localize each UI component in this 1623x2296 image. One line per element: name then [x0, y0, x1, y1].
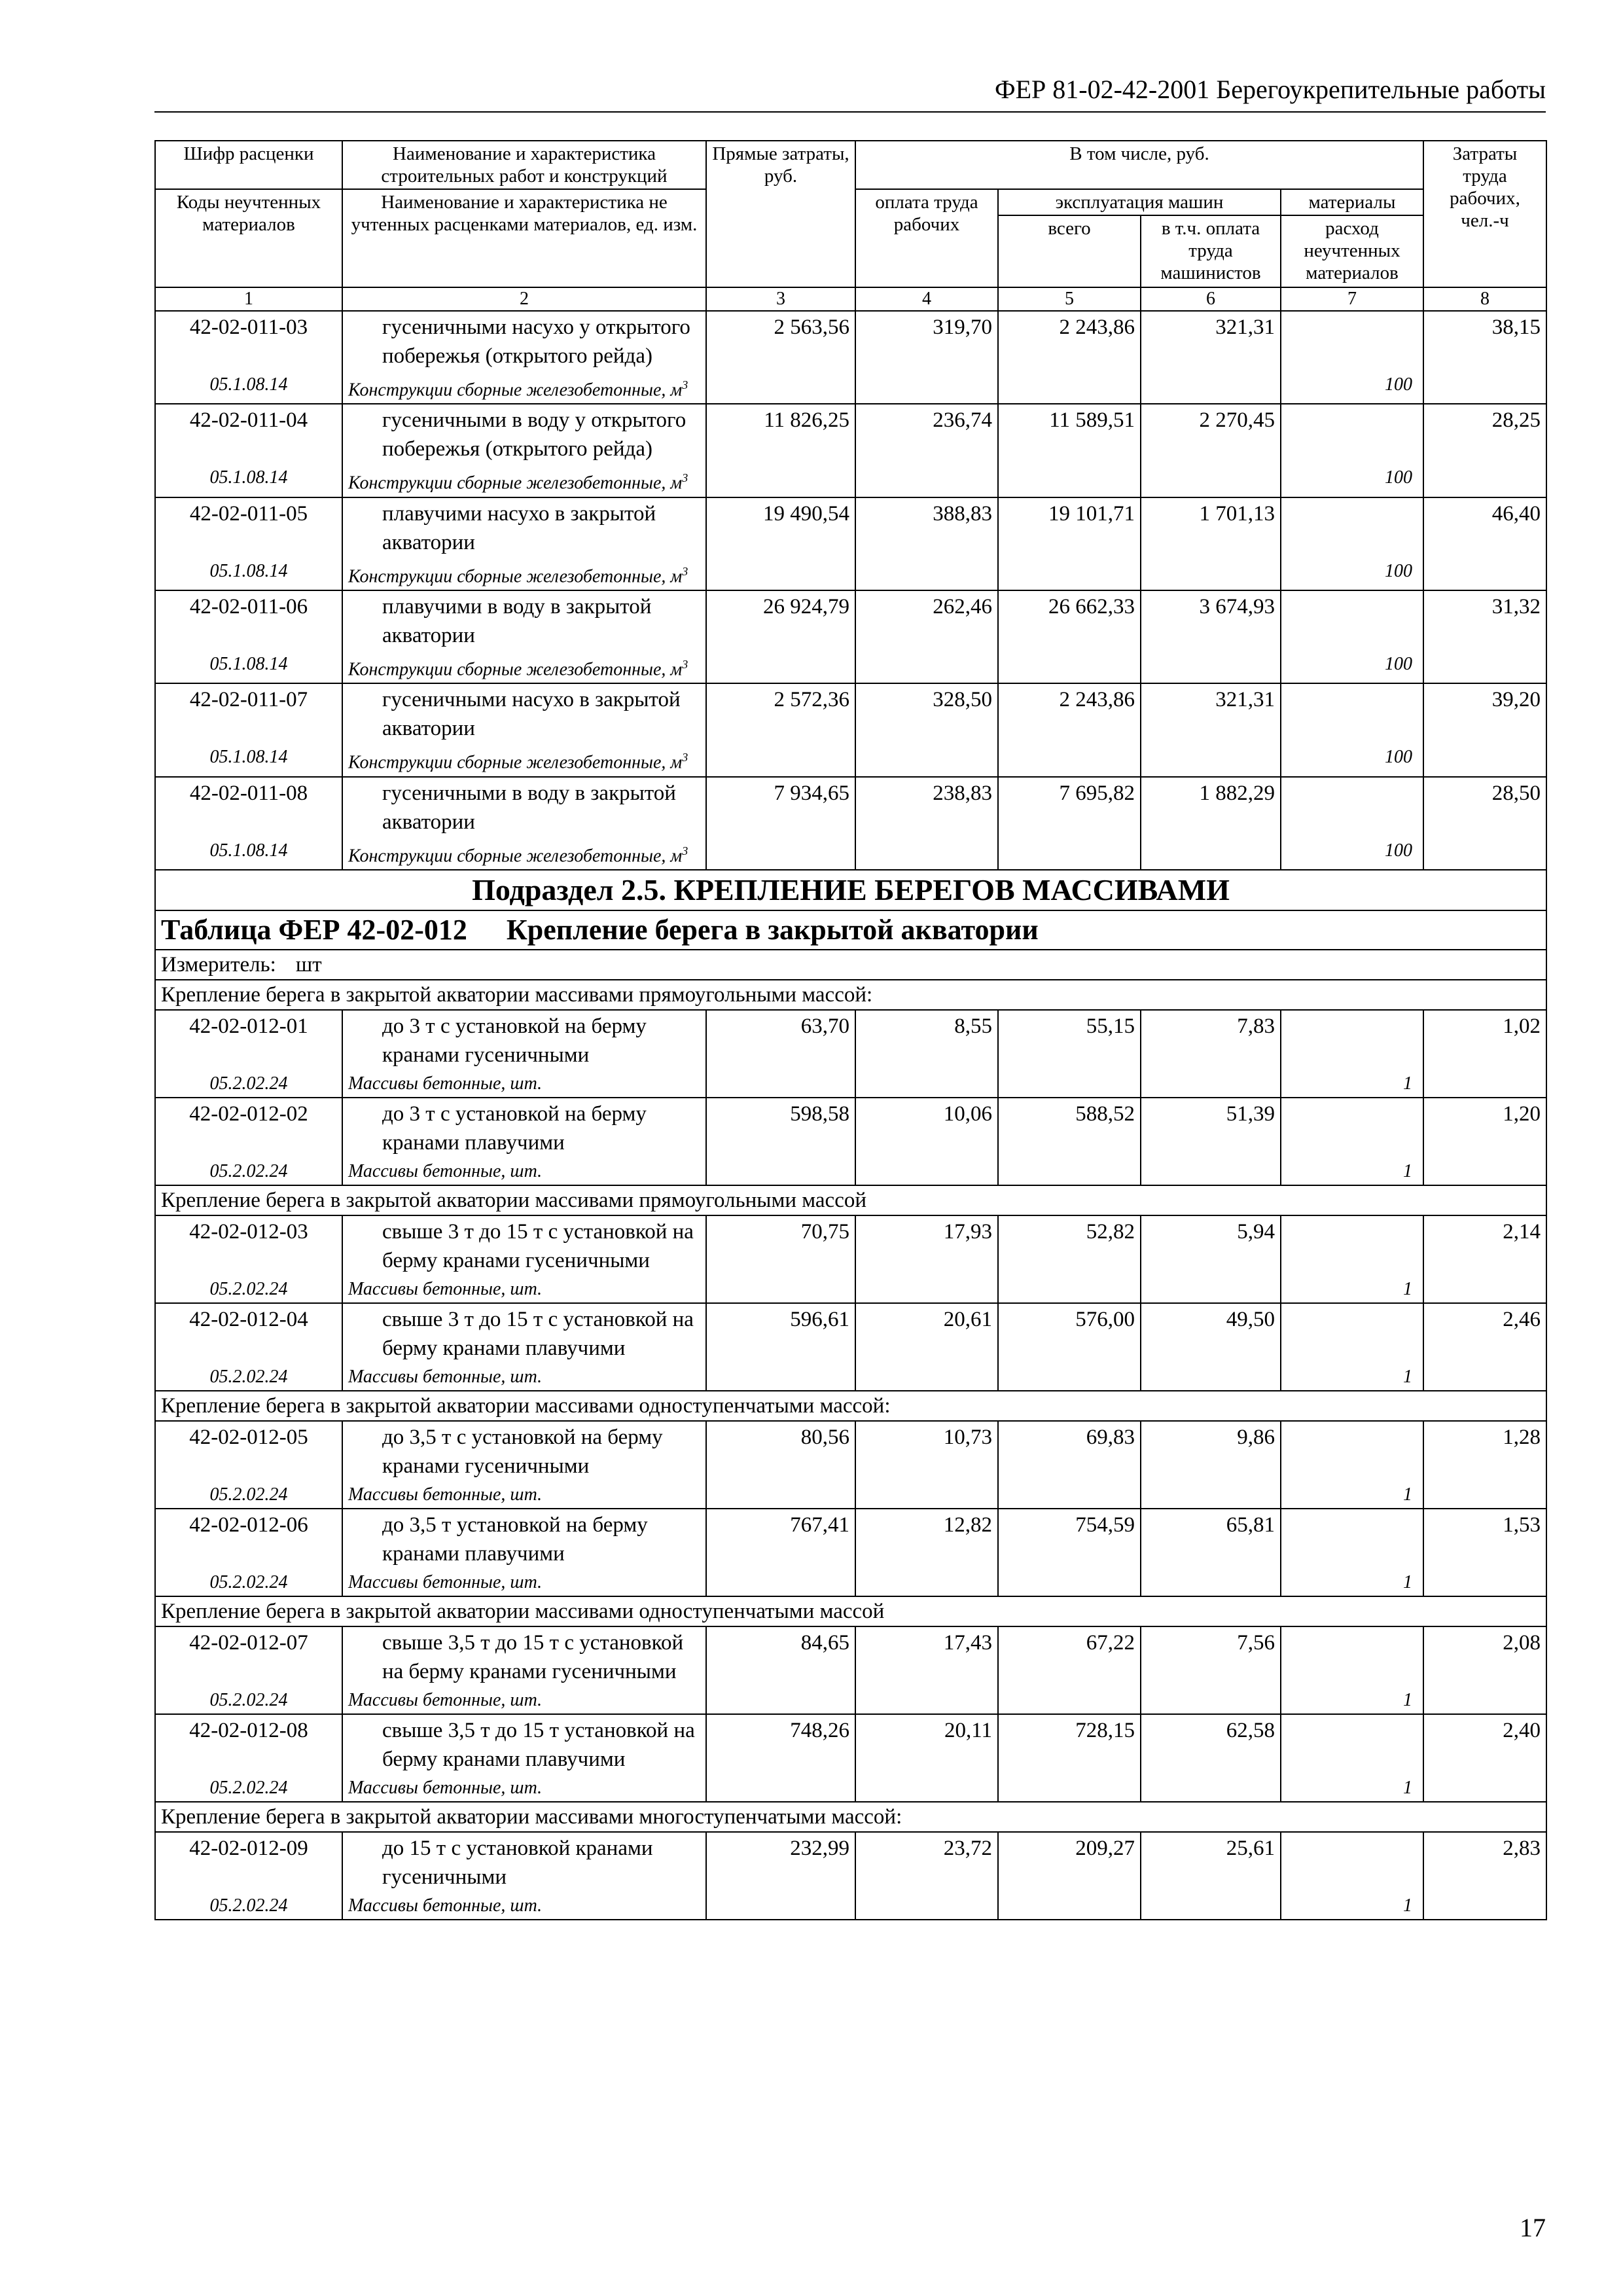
operators-pay: 49,50: [1141, 1303, 1281, 1391]
col-num: 2: [342, 287, 706, 311]
material-qty: 1: [1281, 1071, 1423, 1098]
col-machines-header: эксплуатация машин: [998, 189, 1281, 215]
measure-unit: шт: [295, 952, 322, 977]
material-qty: 100: [1281, 558, 1423, 590]
rate-row: [155, 1509, 1546, 1570]
subsection-title: [155, 870, 1546, 910]
labor-pay: 328,50: [855, 683, 998, 776]
rate-name: гусеничными в воду у открытого побережья (открытого рейда): [342, 404, 706, 465]
machines-total: 209,27: [998, 1832, 1141, 1920]
unit-superscript: 3: [682, 657, 688, 671]
running-header: ФЕР 81-02-42-2001 Берегоукрепительные работы: [154, 73, 1546, 113]
labor-pay: 319,70: [855, 311, 998, 404]
material-name: [342, 1364, 706, 1391]
material-qty: 1: [1281, 1276, 1423, 1303]
col-name-header: Наименование и характеристика строительных работ и конструкций: [342, 141, 706, 189]
labor-pay: 12,82: [855, 1509, 998, 1596]
direct-cost: 7 934,65: [706, 777, 855, 870]
labor-pay: 17,93: [855, 1215, 998, 1303]
rate-name: свыше 3 т до 15 т с установкой на берму кранами плавучими: [342, 1303, 706, 1364]
materials-cell: [1281, 1714, 1423, 1775]
rate-row: [155, 1303, 1546, 1364]
col-name-unaccounted-header: Наименование и характеристика не учтенных расценками материалов, ед. изм.: [342, 189, 706, 287]
operators-pay: 62,58: [1141, 1714, 1281, 1802]
material-name: [342, 1570, 706, 1596]
rate-name: гусеничными в воду в закрытой акватории: [342, 777, 706, 838]
labor-hours: 2,46: [1423, 1303, 1546, 1391]
material-qty: 1: [1281, 1893, 1423, 1920]
material-name-text: Конструкции сборные железобетонные, м: [348, 473, 683, 493]
rate-code: 42-02-011-03: [155, 311, 342, 372]
rate-code: 42-02-012-09: [155, 1832, 342, 1893]
labor-hours: 1,28: [1423, 1421, 1546, 1509]
section-title: Крепление берега в закрытой акватории массивами прямоугольными массой: [161, 1188, 867, 1212]
labor-hours: 2,14: [1423, 1215, 1546, 1303]
labor-pay: 388,83: [855, 497, 998, 590]
labor-hours: 31,32: [1423, 590, 1546, 683]
material-name: [342, 372, 706, 404]
rate-code: 42-02-012-06: [155, 1509, 342, 1570]
rate-code: 42-02-012-04: [155, 1303, 342, 1364]
unit-superscript: 3: [682, 378, 688, 391]
rate-row: [155, 404, 1546, 465]
col-labor-pay-header: оплата труда рабочих: [855, 189, 998, 287]
rate-name: до 15 т с установкой кранами гусеничными: [342, 1832, 706, 1893]
rate-code: 42-02-011-04: [155, 404, 342, 465]
material-name: [342, 1687, 706, 1714]
material-name: [342, 651, 706, 683]
rate-name: свыше 3,5 т до 15 т установкой на берму кранами плавучими: [342, 1714, 706, 1775]
labor-hours: 2,40: [1423, 1714, 1546, 1802]
rate-name: до 3,5 т установкой на берму кранами плавучими: [342, 1509, 706, 1570]
material-qty: 100: [1281, 744, 1423, 776]
material-qty: 100: [1281, 838, 1423, 870]
material-qty: 1: [1281, 1158, 1423, 1185]
machines-total: 754,59: [998, 1509, 1141, 1596]
rate-name: до 3,5 т с установкой на берму кранами гусеничными: [342, 1421, 706, 1482]
operators-pay: 3 674,93: [1141, 590, 1281, 683]
section-heading: [155, 1185, 1546, 1215]
machines-total: 19 101,71: [998, 497, 1141, 590]
material-code: 05.1.08.14: [155, 838, 342, 870]
operators-pay: 9,86: [1141, 1421, 1281, 1509]
material-name-text: Массивы бетонные, шт.: [348, 1278, 543, 1299]
material-name: [342, 1158, 706, 1185]
material-name-text: Массивы бетонные, шт.: [348, 1571, 543, 1592]
material-qty: 100: [1281, 465, 1423, 497]
operators-pay: 7,83: [1141, 1010, 1281, 1098]
section-title: Крепление берега в закрытой акватории массивами многоступенчатыми массой:: [161, 1804, 902, 1829]
labor-pay: 262,46: [855, 590, 998, 683]
materials-cell: [1281, 590, 1423, 651]
rate-row: [155, 311, 1546, 372]
material-name: [342, 838, 706, 870]
section-heading-cell: [155, 1391, 1546, 1421]
materials-cell: [1281, 777, 1423, 838]
material-code: 05.2.02.24: [155, 1775, 342, 1802]
table-name: Крепление берега в закрытой акватории: [506, 913, 1039, 946]
labor-hours: 28,25: [1423, 404, 1546, 497]
rate-row: [155, 1010, 1546, 1071]
materials-cell: [1281, 311, 1423, 372]
material-code: 05.2.02.24: [155, 1482, 342, 1509]
measure-row: [155, 950, 1546, 980]
unit-superscript: 3: [682, 564, 688, 578]
rate-name: свыше 3 т до 15 т с установкой на берму кранами гусеничными: [342, 1215, 706, 1276]
direct-cost: 63,70: [706, 1010, 855, 1098]
labor-pay: 20,61: [855, 1303, 998, 1391]
material-code: 05.1.08.14: [155, 558, 342, 590]
material-name-text: Массивы бетонные, шт.: [348, 1895, 543, 1916]
machines-total: 588,52: [998, 1098, 1141, 1185]
rate-code: 42-02-011-08: [155, 777, 342, 838]
labor-pay: 10,73: [855, 1421, 998, 1509]
material-code: 05.2.02.24: [155, 1071, 342, 1098]
direct-cost: 2 572,36: [706, 683, 855, 776]
material-name-text: Конструкции сборные железобетонные, м: [348, 752, 683, 773]
measure-label: Измеритель:: [161, 952, 276, 977]
rate-code: 42-02-011-06: [155, 590, 342, 651]
material-name: [342, 558, 706, 590]
material-qty: 100: [1281, 651, 1423, 683]
material-qty: 1: [1281, 1687, 1423, 1714]
direct-cost: 748,26: [706, 1714, 855, 1802]
rate-row: [155, 1832, 1546, 1893]
subsection-title-text: Подраздел 2.5. КРЕПЛЕНИЕ БЕРЕГОВ МАССИВАМИ: [472, 872, 1230, 906]
operators-pay: 1 882,29: [1141, 777, 1281, 870]
labor-hours: 28,50: [1423, 777, 1546, 870]
rate-row: [155, 1215, 1546, 1276]
section-heading-cell: [155, 1185, 1546, 1215]
machines-total: 2 243,86: [998, 683, 1141, 776]
operators-pay: 65,81: [1141, 1509, 1281, 1596]
material-code: 05.2.02.24: [155, 1687, 342, 1714]
col-total-header: всего: [998, 215, 1141, 287]
direct-cost: 11 826,25: [706, 404, 855, 497]
col-cipher-header: Шифр расценки: [155, 141, 342, 189]
rate-row: [155, 590, 1546, 651]
material-qty: 1: [1281, 1482, 1423, 1509]
operators-pay: 321,31: [1141, 311, 1281, 404]
section-title: Крепление берега в закрытой акватории массивами одноступенчатыми массой:: [161, 1393, 891, 1418]
materials-cell: [1281, 1303, 1423, 1364]
section-heading-cell: [155, 1596, 1546, 1626]
labor-pay: 236,74: [855, 404, 998, 497]
machines-total: 55,15: [998, 1010, 1141, 1098]
labor-pay: 238,83: [855, 777, 998, 870]
machines-total: 52,82: [998, 1215, 1141, 1303]
col-num: 3: [706, 287, 855, 311]
material-name: [342, 1893, 706, 1920]
material-name-text: Массивы бетонные, шт.: [348, 1073, 543, 1094]
rate-name: плавучими насухо в закрытой акватории: [342, 497, 706, 558]
direct-cost: 70,75: [706, 1215, 855, 1303]
material-name-text: Конструкции сборные железобетонные, м: [348, 380, 683, 401]
direct-cost: 84,65: [706, 1626, 855, 1714]
operators-pay: 1 701,13: [1141, 497, 1281, 590]
materials-cell: [1281, 497, 1423, 558]
col-materials-header: материалы: [1281, 189, 1423, 215]
material-code: 05.1.08.14: [155, 372, 342, 404]
section-title: Крепление берега в закрытой акватории массивами прямоугольными массой:: [161, 982, 873, 1007]
rate-name: плавучими в воду в закрытой акватории: [342, 590, 706, 651]
section-heading: [155, 1596, 1546, 1626]
unit-superscript: 3: [682, 751, 688, 764]
labor-hours: 2,08: [1423, 1626, 1546, 1714]
material-code: 05.1.08.14: [155, 651, 342, 683]
section-heading: [155, 1391, 1546, 1421]
unit-superscript: 3: [682, 844, 688, 857]
rate-row: [155, 777, 1546, 838]
material-name-text: Массивы бетонные, шт.: [348, 1777, 543, 1798]
operators-pay: 321,31: [1141, 683, 1281, 776]
table-title: [155, 910, 1546, 950]
direct-cost: 19 490,54: [706, 497, 855, 590]
machines-total: 728,15: [998, 1714, 1141, 1802]
material-name: [342, 1071, 706, 1098]
rate-code: 42-02-012-08: [155, 1714, 342, 1775]
rate-name: свыше 3,5 т до 15 т с установкой на берму кранами гусеничными: [342, 1626, 706, 1687]
col-operators-header: в т.ч. оплата труда машинистов: [1141, 215, 1281, 287]
col-labor-cost-header: Затраты труда рабочих, чел.-ч: [1423, 141, 1546, 287]
section-heading: [155, 1802, 1546, 1832]
material-code: 05.2.02.24: [155, 1364, 342, 1391]
labor-pay: 10,06: [855, 1098, 998, 1185]
labor-hours: 39,20: [1423, 683, 1546, 776]
rate-name: до 3 т с установкой на берму кранами гусеничными: [342, 1010, 706, 1071]
rate-name: гусеничными насухо у открытого побережья (открытого рейда): [342, 311, 706, 372]
col-num: 4: [855, 287, 998, 311]
col-consumption-header: расход неучтенных материалов: [1281, 215, 1423, 287]
rate-code: 42-02-011-07: [155, 683, 342, 744]
operators-pay: 2 270,45: [1141, 404, 1281, 497]
rate-row: [155, 1626, 1546, 1687]
labor-hours: 1,20: [1423, 1098, 1546, 1185]
rate-code: 42-02-012-03: [155, 1215, 342, 1276]
rate-code: 42-02-012-02: [155, 1098, 342, 1158]
materials-cell: [1281, 1098, 1423, 1158]
material-qty: 100: [1281, 372, 1423, 404]
rate-row: [155, 683, 1546, 744]
direct-cost: 26 924,79: [706, 590, 855, 683]
materials-cell: [1281, 1010, 1423, 1071]
section-heading: [155, 980, 1546, 1010]
rates-table: [154, 140, 1547, 1920]
labor-hours: 2,83: [1423, 1832, 1546, 1920]
machines-total: 7 695,82: [998, 777, 1141, 870]
direct-cost: 80,56: [706, 1421, 855, 1509]
labor-hours: 1,02: [1423, 1010, 1546, 1098]
material-name-text: Массивы бетонные, шт.: [348, 1484, 543, 1505]
labor-pay: 23,72: [855, 1832, 998, 1920]
labor-pay: 20,11: [855, 1714, 998, 1802]
operators-pay: 5,94: [1141, 1215, 1281, 1303]
rate-row: [155, 1714, 1546, 1775]
table-id: Таблица ФЕР 42-02-012: [161, 913, 467, 946]
section-heading-cell: [155, 1802, 1546, 1832]
material-name: [342, 1775, 706, 1802]
col-num: 6: [1141, 287, 1281, 311]
col-num: 5: [998, 287, 1141, 311]
col-direct-header: Прямые затраты, руб.: [706, 141, 855, 287]
labor-hours: 38,15: [1423, 311, 1546, 404]
col-codes-header: Коды неучтенных материалов: [155, 189, 342, 287]
material-name-text: Массивы бетонные, шт.: [348, 1160, 543, 1181]
labor-hours: 1,53: [1423, 1509, 1546, 1596]
materials-cell: [1281, 1509, 1423, 1570]
material-name-text: Массивы бетонные, шт.: [348, 1689, 543, 1710]
machines-total: 576,00: [998, 1303, 1141, 1391]
labor-pay: 8,55: [855, 1010, 998, 1098]
measure-row-cell: [155, 950, 1546, 980]
machines-total: 26 662,33: [998, 590, 1141, 683]
material-name-text: Массивы бетонные, шт.: [348, 1366, 543, 1387]
machines-total: 67,22: [998, 1626, 1141, 1714]
materials-cell: [1281, 404, 1423, 465]
operators-pay: 51,39: [1141, 1098, 1281, 1185]
page-number: 17: [1520, 2213, 1546, 2242]
labor-pay: 17,43: [855, 1626, 998, 1714]
col-num: 1: [155, 287, 342, 311]
col-num: 7: [1281, 287, 1423, 311]
material-qty: 1: [1281, 1775, 1423, 1802]
rate-code: 42-02-011-05: [155, 497, 342, 558]
material-name-text: Конструкции сборные железобетонные, м: [348, 565, 683, 586]
material-code: 05.2.02.24: [155, 1276, 342, 1303]
operators-pay: 7,56: [1141, 1626, 1281, 1714]
table-title-cell: [155, 910, 1546, 950]
material-qty: 1: [1281, 1364, 1423, 1391]
material-code: 05.2.02.24: [155, 1158, 342, 1185]
machines-total: 11 589,51: [998, 404, 1141, 497]
rate-row: [155, 1421, 1546, 1482]
machines-total: 69,83: [998, 1421, 1141, 1509]
subsection-title-cell: [155, 870, 1546, 910]
col-num: 8: [1423, 287, 1546, 311]
materials-cell: [1281, 683, 1423, 744]
col-including-header: В том числе, руб.: [855, 141, 1423, 189]
materials-cell: [1281, 1832, 1423, 1893]
rate-code: 42-02-012-07: [155, 1626, 342, 1687]
labor-hours: 46,40: [1423, 497, 1546, 590]
material-qty: 1: [1281, 1570, 1423, 1596]
section-heading-cell: [155, 980, 1546, 1010]
material-name: [342, 1276, 706, 1303]
unit-superscript: 3: [682, 471, 688, 485]
rate-row: [155, 497, 1546, 558]
material-name: [342, 744, 706, 776]
section-title: Крепление берега в закрытой акватории массивами одноступенчатыми массой: [161, 1599, 885, 1623]
materials-cell: [1281, 1421, 1423, 1482]
rate-name: гусеничными насухо в закрытой акватории: [342, 683, 706, 744]
material-code: 05.1.08.14: [155, 744, 342, 776]
rate-code: 42-02-012-05: [155, 1421, 342, 1482]
material-code: 05.2.02.24: [155, 1570, 342, 1596]
operators-pay: 25,61: [1141, 1832, 1281, 1920]
direct-cost: 767,41: [706, 1509, 855, 1596]
rate-code: 42-02-012-01: [155, 1010, 342, 1071]
direct-cost: 2 563,56: [706, 311, 855, 404]
material-name-text: Конструкции сборные железобетонные, м: [348, 845, 683, 866]
materials-cell: [1281, 1215, 1423, 1276]
material-code: 05.1.08.14: [155, 465, 342, 497]
materials-cell: [1281, 1626, 1423, 1687]
direct-cost: 598,58: [706, 1098, 855, 1185]
rate-name: до 3 т с установкой на берму кранами плавучими: [342, 1098, 706, 1158]
direct-cost: 596,61: [706, 1303, 855, 1391]
direct-cost: 232,99: [706, 1832, 855, 1920]
material-name-text: Конструкции сборные железобетонные, м: [348, 659, 683, 680]
material-name: [342, 1482, 706, 1509]
material-name: [342, 465, 706, 497]
machines-total: 2 243,86: [998, 311, 1141, 404]
material-code: 05.2.02.24: [155, 1893, 342, 1920]
rate-row: [155, 1098, 1546, 1158]
